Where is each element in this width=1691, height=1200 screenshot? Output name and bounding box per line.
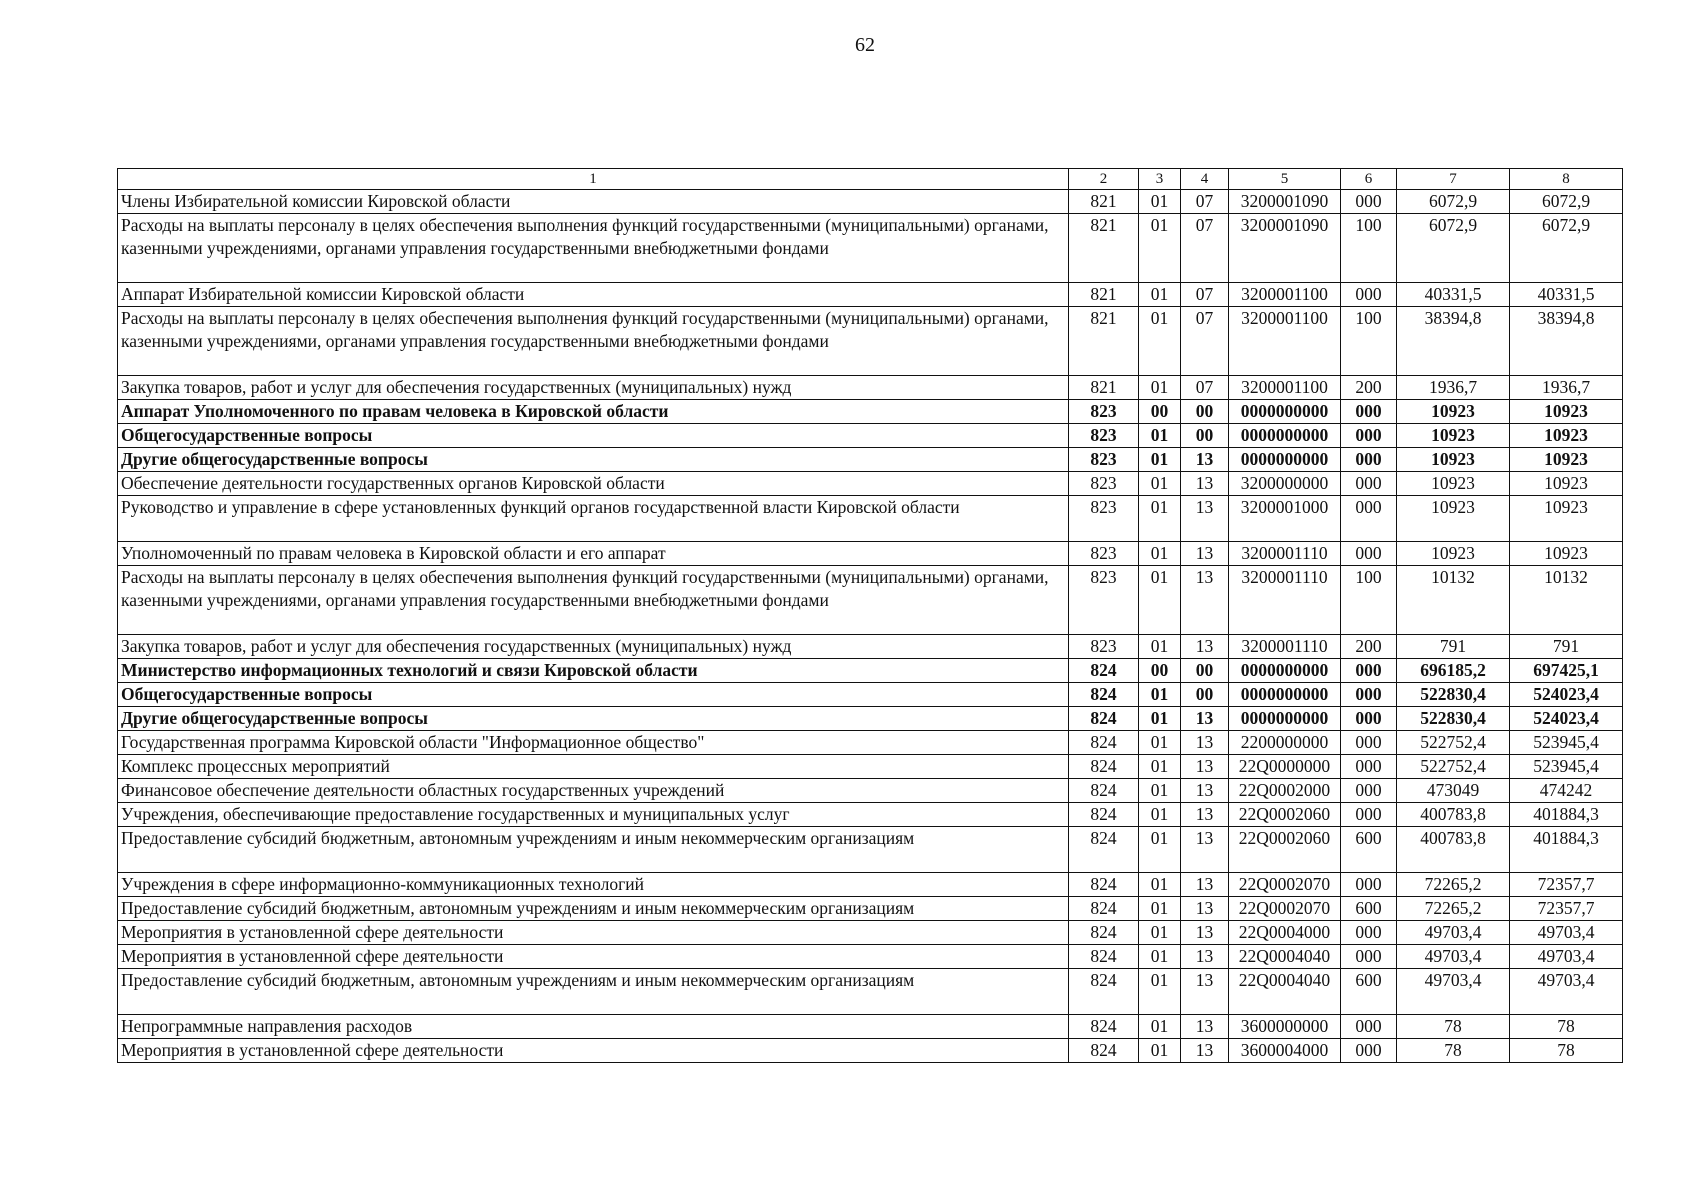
expense-type-cell: 000 (1341, 496, 1397, 542)
target-article-cell: 22Q0002070 (1229, 873, 1341, 897)
table-row (118, 707, 1623, 731)
subsection-cell: 07 (1181, 190, 1229, 214)
row-name-cell: Закупка товаров, работ и услуг для обеспечения государственных (муниципальных) нужд (118, 635, 1069, 659)
expense-type-cell: 200 (1341, 635, 1397, 659)
target-article-cell: 0000000000 (1229, 659, 1341, 683)
table-row (118, 897, 1623, 921)
subsection-cell: 07 (1181, 283, 1229, 307)
amount-year-2-cell: 78 (1510, 1039, 1623, 1063)
section-cell: 01 (1139, 190, 1181, 214)
amount-year-2-cell: 524023,4 (1510, 707, 1623, 731)
amount-year-1-cell: 10132 (1397, 566, 1510, 635)
target-article-cell: 22Q0002070 (1229, 897, 1341, 921)
table-row (118, 400, 1623, 424)
expense-type-cell: 000 (1341, 424, 1397, 448)
amount-year-2-cell: 474242 (1510, 779, 1623, 803)
subsection-cell: 13 (1181, 803, 1229, 827)
amount-year-2-cell: 10923 (1510, 496, 1623, 542)
header-cell: 6 (1341, 169, 1397, 190)
section-cell: 01 (1139, 921, 1181, 945)
amount-year-1-cell: 696185,2 (1397, 659, 1510, 683)
amount-year-2-cell: 38394,8 (1510, 307, 1623, 376)
subsection-cell: 00 (1181, 400, 1229, 424)
target-article-cell: 3600000000 (1229, 1015, 1341, 1039)
row-name-cell: Государственная программа Кировской области "Информационное общество" (118, 731, 1069, 755)
target-article-cell: 22Q0004000 (1229, 921, 1341, 945)
target-article-cell: 22Q0002000 (1229, 779, 1341, 803)
amount-year-1-cell: 400783,8 (1397, 827, 1510, 873)
section-cell: 01 (1139, 969, 1181, 1015)
table-row (118, 755, 1623, 779)
target-article-cell: 3200001100 (1229, 307, 1341, 376)
expense-type-cell: 000 (1341, 731, 1397, 755)
subsection-cell: 13 (1181, 755, 1229, 779)
row-name-cell: Предоставление субсидий бюджетным, автономным учреждениям и иным некоммерческим организациям (118, 827, 1069, 873)
amount-year-1-cell: 791 (1397, 635, 1510, 659)
table-row (118, 307, 1623, 376)
table-row (118, 1015, 1623, 1039)
table-row (118, 803, 1623, 827)
row-name-cell: Уполномоченный по правам человека в Кировской области и его аппарат (118, 542, 1069, 566)
expense-type-cell: 000 (1341, 921, 1397, 945)
amount-year-2-cell: 10923 (1510, 448, 1623, 472)
header-cell: 2 (1069, 169, 1139, 190)
section-cell: 01 (1139, 707, 1181, 731)
table-row (118, 683, 1623, 707)
section-cell: 01 (1139, 307, 1181, 376)
expense-type-cell: 000 (1341, 755, 1397, 779)
amount-year-1-cell: 6072,9 (1397, 190, 1510, 214)
admin-code-cell: 821 (1069, 214, 1139, 283)
section-cell: 00 (1139, 400, 1181, 424)
page-number: 62 (855, 34, 875, 56)
table-row (118, 873, 1623, 897)
row-name-cell: Учреждения, обеспечивающие предоставление государственных и муниципальных услуг (118, 803, 1069, 827)
target-article-cell: 3200001100 (1229, 283, 1341, 307)
expense-type-cell: 000 (1341, 448, 1397, 472)
amount-year-1-cell: 1936,7 (1397, 376, 1510, 400)
table-row (118, 731, 1623, 755)
table-row (118, 1039, 1623, 1063)
target-article-cell: 22Q0002060 (1229, 827, 1341, 873)
expense-type-cell: 100 (1341, 566, 1397, 635)
amount-year-1-cell: 38394,8 (1397, 307, 1510, 376)
amount-year-1-cell: 49703,4 (1397, 921, 1510, 945)
amount-year-1-cell: 78 (1397, 1039, 1510, 1063)
amount-year-2-cell: 10923 (1510, 542, 1623, 566)
subsection-cell: 07 (1181, 307, 1229, 376)
expense-type-cell: 000 (1341, 803, 1397, 827)
amount-year-1-cell: 72265,2 (1397, 873, 1510, 897)
subsection-cell: 13 (1181, 566, 1229, 635)
admin-code-cell: 824 (1069, 1039, 1139, 1063)
row-name-cell: Расходы на выплаты персоналу в целях обеспечения выполнения функций государственными (муниципальными) органами, казенными учреждениями, органами управления государственными внебюджетными фондами (118, 307, 1069, 376)
table-row (118, 921, 1623, 945)
section-cell: 01 (1139, 424, 1181, 448)
subsection-cell: 13 (1181, 472, 1229, 496)
row-name-cell: Расходы на выплаты персоналу в целях обеспечения выполнения функций государственными (муниципальными) органами, казенными учреждениями, органами управления государственными внебюджетными фондами (118, 566, 1069, 635)
expense-type-cell: 600 (1341, 897, 1397, 921)
section-cell: 01 (1139, 803, 1181, 827)
amount-year-2-cell: 791 (1510, 635, 1623, 659)
row-name-cell: Общегосударственные вопросы (118, 424, 1069, 448)
amount-year-2-cell: 10132 (1510, 566, 1623, 635)
expense-type-cell: 000 (1341, 707, 1397, 731)
table-body (118, 190, 1623, 1063)
section-cell: 01 (1139, 1039, 1181, 1063)
section-cell: 01 (1139, 496, 1181, 542)
amount-year-1-cell: 10923 (1397, 472, 1510, 496)
admin-code-cell: 824 (1069, 659, 1139, 683)
subsection-cell: 13 (1181, 827, 1229, 873)
admin-code-cell: 824 (1069, 707, 1139, 731)
amount-year-2-cell: 524023,4 (1510, 683, 1623, 707)
subsection-cell: 13 (1181, 779, 1229, 803)
admin-code-cell: 824 (1069, 803, 1139, 827)
section-cell: 01 (1139, 1015, 1181, 1039)
amount-year-1-cell: 49703,4 (1397, 969, 1510, 1015)
admin-code-cell: 824 (1069, 827, 1139, 873)
table-row (118, 448, 1623, 472)
expense-type-cell: 000 (1341, 1015, 1397, 1039)
admin-code-cell: 823 (1069, 424, 1139, 448)
target-article-cell: 22Q0004040 (1229, 969, 1341, 1015)
section-cell: 01 (1139, 283, 1181, 307)
header-cell: 5 (1229, 169, 1341, 190)
amount-year-1-cell: 10923 (1397, 424, 1510, 448)
subsection-cell: 13 (1181, 1015, 1229, 1039)
target-article-cell: 0000000000 (1229, 400, 1341, 424)
amount-year-2-cell: 697425,1 (1510, 659, 1623, 683)
amount-year-1-cell: 10923 (1397, 496, 1510, 542)
row-name-cell: Финансовое обеспечение деятельности областных государственных учреждений (118, 779, 1069, 803)
table-row (118, 542, 1623, 566)
amount-year-2-cell: 10923 (1510, 400, 1623, 424)
subsection-cell: 07 (1181, 376, 1229, 400)
amount-year-2-cell: 49703,4 (1510, 921, 1623, 945)
target-article-cell: 0000000000 (1229, 424, 1341, 448)
amount-year-2-cell: 49703,4 (1510, 945, 1623, 969)
target-article-cell: 0000000000 (1229, 683, 1341, 707)
amount-year-2-cell: 72357,7 (1510, 873, 1623, 897)
header-cell: 4 (1181, 169, 1229, 190)
admin-code-cell: 823 (1069, 635, 1139, 659)
amount-year-2-cell: 6072,9 (1510, 214, 1623, 283)
section-cell: 01 (1139, 779, 1181, 803)
subsection-cell: 13 (1181, 897, 1229, 921)
admin-code-cell: 824 (1069, 969, 1139, 1015)
amount-year-2-cell: 49703,4 (1510, 969, 1623, 1015)
target-article-cell: 0000000000 (1229, 448, 1341, 472)
table-row (118, 659, 1623, 683)
admin-code-cell: 824 (1069, 755, 1139, 779)
expense-type-cell: 600 (1341, 969, 1397, 1015)
target-article-cell: 3200001090 (1229, 214, 1341, 283)
section-cell: 01 (1139, 376, 1181, 400)
admin-code-cell: 824 (1069, 873, 1139, 897)
amount-year-2-cell: 401884,3 (1510, 803, 1623, 827)
admin-code-cell: 823 (1069, 566, 1139, 635)
amount-year-2-cell: 523945,4 (1510, 755, 1623, 779)
expense-type-cell: 000 (1341, 873, 1397, 897)
target-article-cell: 0000000000 (1229, 707, 1341, 731)
expense-type-cell: 000 (1341, 945, 1397, 969)
amount-year-2-cell: 10923 (1510, 472, 1623, 496)
row-name-cell: Мероприятия в установленной сфере деятельности (118, 1039, 1069, 1063)
subsection-cell: 13 (1181, 707, 1229, 731)
subsection-cell: 13 (1181, 731, 1229, 755)
subsection-cell: 13 (1181, 921, 1229, 945)
subsection-cell: 13 (1181, 873, 1229, 897)
row-name-cell: Аппарат Избирательной комиссии Кировской области (118, 283, 1069, 307)
amount-year-2-cell: 40331,5 (1510, 283, 1623, 307)
expense-type-cell: 000 (1341, 683, 1397, 707)
row-name-cell: Другие общегосударственные вопросы (118, 448, 1069, 472)
expense-type-cell: 000 (1341, 1039, 1397, 1063)
amount-year-1-cell: 522830,4 (1397, 683, 1510, 707)
amount-year-2-cell: 1936,7 (1510, 376, 1623, 400)
table-row (118, 214, 1623, 283)
section-cell: 01 (1139, 873, 1181, 897)
amount-year-1-cell: 40331,5 (1397, 283, 1510, 307)
amount-year-2-cell: 10923 (1510, 424, 1623, 448)
target-article-cell: 3200000000 (1229, 472, 1341, 496)
target-article-cell: 3200001110 (1229, 635, 1341, 659)
amount-year-1-cell: 400783,8 (1397, 803, 1510, 827)
target-article-cell: 3600004000 (1229, 1039, 1341, 1063)
target-article-cell: 22Q0004040 (1229, 945, 1341, 969)
row-name-cell: Предоставление субсидий бюджетным, автономным учреждениям и иным некоммерческим организациям (118, 897, 1069, 921)
table-row (118, 376, 1623, 400)
amount-year-1-cell: 522830,4 (1397, 707, 1510, 731)
section-cell: 01 (1139, 566, 1181, 635)
admin-code-cell: 823 (1069, 448, 1139, 472)
section-cell: 01 (1139, 635, 1181, 659)
amount-year-1-cell: 522752,4 (1397, 731, 1510, 755)
amount-year-1-cell: 10923 (1397, 448, 1510, 472)
row-name-cell: Аппарат Уполномоченного по правам человека в Кировской области (118, 400, 1069, 424)
admin-code-cell: 821 (1069, 307, 1139, 376)
subsection-cell: 00 (1181, 424, 1229, 448)
expense-type-cell: 600 (1341, 827, 1397, 873)
amount-year-2-cell: 6072,9 (1510, 190, 1623, 214)
subsection-cell: 13 (1181, 635, 1229, 659)
target-article-cell: 22Q0000000 (1229, 755, 1341, 779)
header-cell: 3 (1139, 169, 1181, 190)
amount-year-2-cell: 523945,4 (1510, 731, 1623, 755)
amount-year-1-cell: 49703,4 (1397, 945, 1510, 969)
subsection-cell: 07 (1181, 214, 1229, 283)
row-name-cell: Мероприятия в установленной сфере деятельности (118, 921, 1069, 945)
section-cell: 01 (1139, 945, 1181, 969)
section-cell: 01 (1139, 827, 1181, 873)
section-cell: 01 (1139, 731, 1181, 755)
table-row (118, 635, 1623, 659)
expense-type-cell: 200 (1341, 376, 1397, 400)
target-article-cell: 3200001090 (1229, 190, 1341, 214)
table-row (118, 283, 1623, 307)
section-cell: 01 (1139, 897, 1181, 921)
row-name-cell: Учреждения в сфере информационно-коммуникационных технологий (118, 873, 1069, 897)
subsection-cell: 13 (1181, 496, 1229, 542)
subsection-cell: 13 (1181, 1039, 1229, 1063)
admin-code-cell: 824 (1069, 779, 1139, 803)
amount-year-1-cell: 473049 (1397, 779, 1510, 803)
row-name-cell: Руководство и управление в сфере установленных функций органов государственной власти Кировской области (118, 496, 1069, 542)
section-cell: 01 (1139, 472, 1181, 496)
expense-type-cell: 100 (1341, 307, 1397, 376)
section-cell: 01 (1139, 542, 1181, 566)
subsection-cell: 13 (1181, 448, 1229, 472)
amount-year-1-cell: 10923 (1397, 542, 1510, 566)
admin-code-cell: 824 (1069, 1015, 1139, 1039)
header-cell: 1 (118, 169, 1069, 190)
section-cell: 00 (1139, 659, 1181, 683)
admin-code-cell: 823 (1069, 472, 1139, 496)
expense-type-cell: 000 (1341, 542, 1397, 566)
section-cell: 01 (1139, 755, 1181, 779)
admin-code-cell: 821 (1069, 376, 1139, 400)
row-name-cell: Члены Избирательной комиссии Кировской области (118, 190, 1069, 214)
target-article-cell: 3200001000 (1229, 496, 1341, 542)
admin-code-cell: 824 (1069, 945, 1139, 969)
row-name-cell: Министерство информационных технологий и связи Кировской области (118, 659, 1069, 683)
expense-type-cell: 000 (1341, 659, 1397, 683)
table-row (118, 827, 1623, 873)
row-name-cell: Закупка товаров, работ и услуг для обеспечения государственных (муниципальных) нужд (118, 376, 1069, 400)
header-cell: 8 (1510, 169, 1623, 190)
target-article-cell: 22Q0002060 (1229, 803, 1341, 827)
table-row (118, 945, 1623, 969)
row-name-cell: Непрограммные направления расходов (118, 1015, 1069, 1039)
header-cell: 7 (1397, 169, 1510, 190)
section-cell: 01 (1139, 683, 1181, 707)
subsection-cell: 13 (1181, 969, 1229, 1015)
section-cell: 01 (1139, 448, 1181, 472)
row-name-cell: Предоставление субсидий бюджетным, автономным учреждениям и иным некоммерческим организациям (118, 969, 1069, 1015)
subsection-cell: 00 (1181, 683, 1229, 707)
expense-type-cell: 000 (1341, 400, 1397, 424)
target-article-cell: 3200001110 (1229, 542, 1341, 566)
table-row (118, 779, 1623, 803)
row-name-cell: Другие общегосударственные вопросы (118, 707, 1069, 731)
amount-year-1-cell: 522752,4 (1397, 755, 1510, 779)
row-name-cell: Расходы на выплаты персоналу в целях обеспечения выполнения функций государственными (муниципальными) органами, казенными учреждениями, органами управления государственными внебюджетными фондами (118, 214, 1069, 283)
budget-table (117, 168, 1623, 1063)
expense-type-cell: 000 (1341, 472, 1397, 496)
table-row (118, 424, 1623, 448)
admin-code-cell: 821 (1069, 283, 1139, 307)
admin-code-cell: 821 (1069, 190, 1139, 214)
table-row (118, 969, 1623, 1015)
admin-code-cell: 824 (1069, 921, 1139, 945)
admin-code-cell: 824 (1069, 731, 1139, 755)
table-row (118, 190, 1623, 214)
amount-year-2-cell: 78 (1510, 1015, 1623, 1039)
amount-year-1-cell: 78 (1397, 1015, 1510, 1039)
amount-year-2-cell: 401884,3 (1510, 827, 1623, 873)
admin-code-cell: 824 (1069, 683, 1139, 707)
table-row (118, 496, 1623, 542)
admin-code-cell: 823 (1069, 496, 1139, 542)
subsection-cell: 00 (1181, 659, 1229, 683)
section-cell: 01 (1139, 214, 1181, 283)
row-name-cell: Общегосударственные вопросы (118, 683, 1069, 707)
expense-type-cell: 100 (1341, 214, 1397, 283)
header-row (118, 169, 1623, 190)
row-name-cell: Комплекс процессных мероприятий (118, 755, 1069, 779)
amount-year-1-cell: 72265,2 (1397, 897, 1510, 921)
expense-type-cell: 000 (1341, 779, 1397, 803)
amount-year-2-cell: 72357,7 (1510, 897, 1623, 921)
admin-code-cell: 824 (1069, 897, 1139, 921)
amount-year-1-cell: 6072,9 (1397, 214, 1510, 283)
table-row (118, 472, 1623, 496)
row-name-cell: Мероприятия в установленной сфере деятельности (118, 945, 1069, 969)
subsection-cell: 13 (1181, 945, 1229, 969)
admin-code-cell: 823 (1069, 542, 1139, 566)
target-article-cell: 2200000000 (1229, 731, 1341, 755)
subsection-cell: 13 (1181, 542, 1229, 566)
target-article-cell: 3200001110 (1229, 566, 1341, 635)
expense-type-cell: 000 (1341, 190, 1397, 214)
admin-code-cell: 823 (1069, 400, 1139, 424)
row-name-cell: Обеспечение деятельности государственных органов Кировской области (118, 472, 1069, 496)
table-row (118, 566, 1623, 635)
target-article-cell: 3200001100 (1229, 376, 1341, 400)
amount-year-1-cell: 10923 (1397, 400, 1510, 424)
table-header (118, 169, 1623, 190)
expense-type-cell: 000 (1341, 283, 1397, 307)
